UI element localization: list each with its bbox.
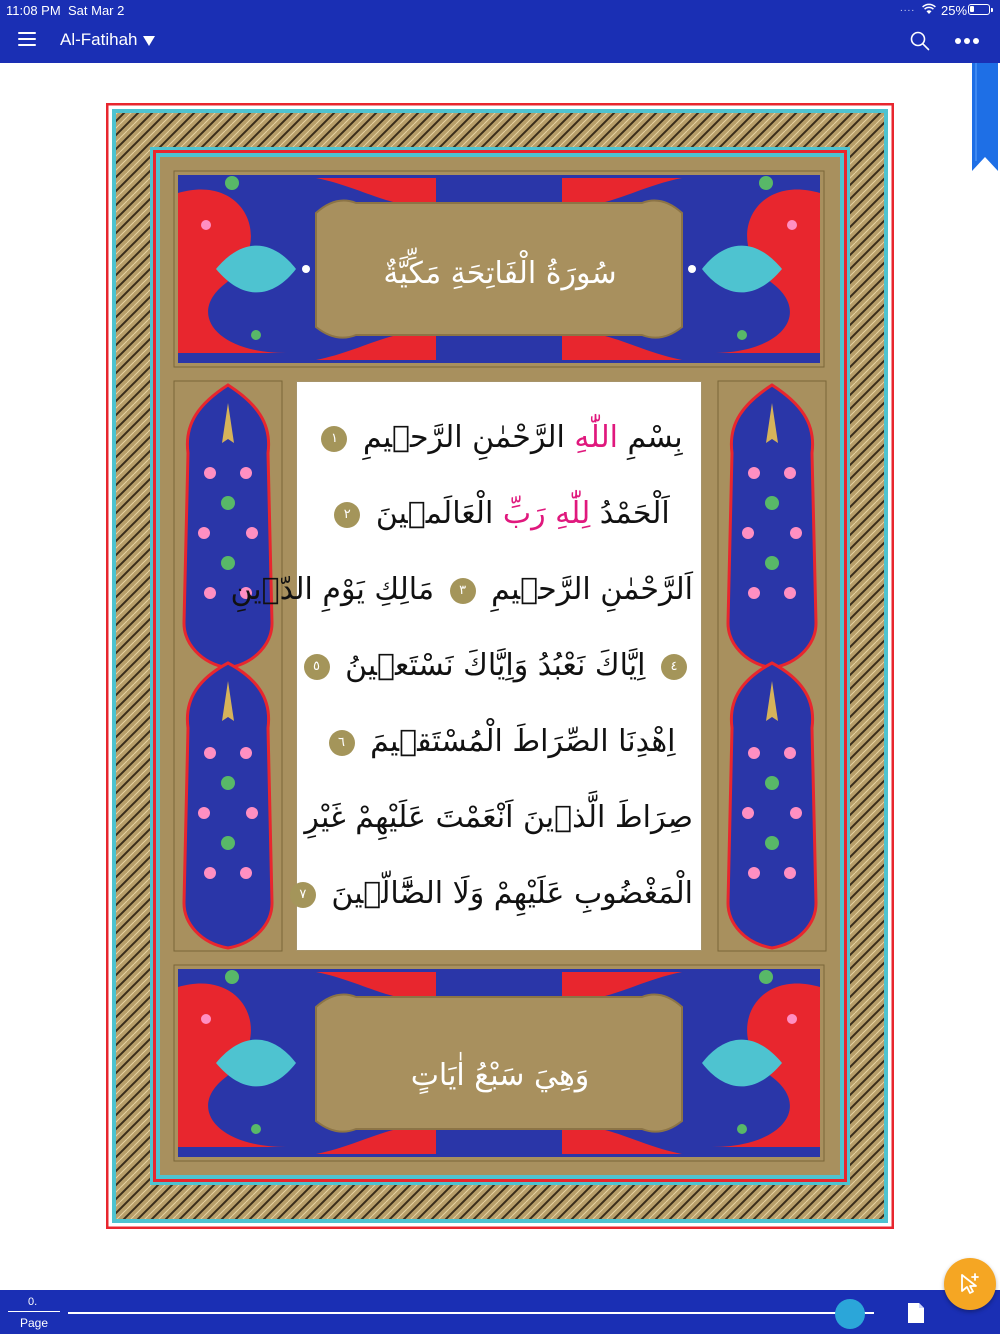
verse-number-badge: ٥ xyxy=(304,654,330,680)
surah-header-title: سُورَةُ الْفَاتِحَةِ مَكِّيَّةٌ xyxy=(383,256,617,291)
battery-percent: 25% xyxy=(941,3,968,18)
battery-icon xyxy=(968,4,990,15)
bookmark-ribbon-icon[interactable] xyxy=(972,63,998,171)
verse-number-badge: ٧ xyxy=(290,882,316,908)
hamburger-menu-icon[interactable] xyxy=(18,32,36,46)
surah-title: Al-Fatihah xyxy=(60,30,138,49)
page-number-field[interactable] xyxy=(8,1294,60,1330)
surah-selector-button[interactable] xyxy=(60,30,155,50)
page-number: 0. xyxy=(28,1296,38,1308)
page-slider-track[interactable] xyxy=(68,1312,874,1314)
verse-number-badge: ٦ xyxy=(329,730,355,756)
add-note-button[interactable] xyxy=(944,1258,996,1310)
page-document-icon[interactable] xyxy=(907,1302,925,1324)
status-time: 11:08 PM xyxy=(6,3,61,18)
verse-number-badge: ٢ xyxy=(334,502,360,528)
verse-line-5[interactable]: اِهْدِنَا الصِّرَاطَ الْمُسْتَق۪يمَ ٦ xyxy=(305,704,693,780)
verse-number-badge: ١ xyxy=(321,426,347,452)
status-date: Sat Mar 2 xyxy=(68,3,125,18)
page-slider-thumb[interactable] xyxy=(835,1299,865,1329)
signal-icon: .... xyxy=(900,3,916,14)
app-bar xyxy=(0,0,1000,63)
verse-line-3[interactable]: اَلرَّحْمٰنِ الرَّح۪يمِ ٣ مَالِكِ يَوْمِ الدّ۪ينِ xyxy=(230,572,693,607)
more-dots-icon[interactable] xyxy=(955,36,981,46)
status-bar xyxy=(0,0,1000,20)
verse-line-2[interactable]: اَلْحَمْدُ لِلّٰهِ رَبِّ الْعَالَم۪ينَ ٢ xyxy=(305,476,693,552)
verse-line-1[interactable]: بِسْمِ اللّٰهِ الرَّحْمٰنِ الرَّح۪يمِ ١ xyxy=(305,400,693,476)
verse-line-6[interactable]: صِرَاطَ الَّذ۪ينَ اَنْعَمْتَ عَلَيْهِمْ غَيْرِ xyxy=(304,800,693,835)
wifi-icon xyxy=(922,3,936,15)
page-label: Page xyxy=(20,1316,49,1330)
search-icon[interactable] xyxy=(910,31,930,51)
verse-line-7[interactable]: الْمَغْضُوبِ عَلَيْهِمْ وَلَا الضَّٓالّ۪ينَ ٧ xyxy=(305,856,693,932)
page-number-underline xyxy=(8,1311,60,1312)
surah-footer-title: وَهِيَ سَبْعُ اٰيَاتٍ xyxy=(410,1058,590,1093)
verse-text-panel xyxy=(230,381,702,951)
verse-number-badge: ٣ xyxy=(450,578,476,604)
mushaf-page xyxy=(106,103,894,1229)
verse-number-badge: ٤ xyxy=(661,654,687,680)
chevron-down-icon xyxy=(143,36,155,46)
bottom-bar xyxy=(0,1290,1000,1334)
add-note-icon xyxy=(958,1272,982,1296)
verse-line-4[interactable]: ٤ اِيَّاكَ نَعْبُدُ وَاِيَّاكَ نَسْتَع۪ينُ ٥ xyxy=(305,628,693,704)
